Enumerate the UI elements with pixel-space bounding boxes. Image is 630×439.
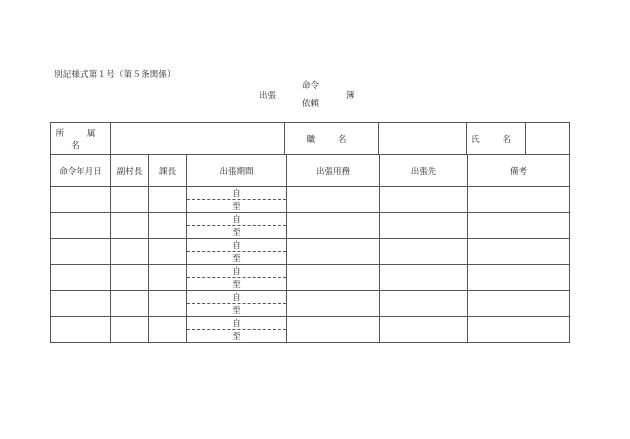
kachou-seal-cell[interactable] — [149, 213, 187, 239]
fuku-sonchou-seal-cell[interactable] — [111, 213, 149, 239]
shimei-label: 氏 名 — [467, 123, 526, 154]
period-from-cell[interactable]: 自 — [187, 265, 287, 278]
remarks-cell[interactable] — [468, 265, 570, 291]
destination-cell[interactable] — [380, 213, 468, 239]
remarks-cell[interactable] — [468, 213, 570, 239]
destination-cell[interactable] — [380, 187, 468, 213]
shozoku-field[interactable] — [111, 123, 285, 155]
table-row — [51, 213, 570, 226]
table-row — [51, 317, 570, 330]
shokumei-field[interactable] — [379, 123, 467, 155]
meirei-date-cell[interactable] — [51, 291, 111, 317]
business-cell[interactable] — [287, 239, 380, 265]
title-bo: 簿 — [346, 91, 355, 101]
period-from-cell[interactable]: 自 — [187, 187, 287, 200]
fuku-sonchou-seal-cell[interactable] — [111, 317, 149, 343]
table-row — [51, 187, 570, 200]
destination-cell[interactable] — [380, 265, 468, 291]
period-to-cell[interactable]: 至 — [187, 252, 287, 265]
title-meirei: 命令 — [302, 81, 320, 91]
business-cell[interactable] — [287, 317, 380, 343]
kachou-seal-cell[interactable] — [149, 317, 187, 343]
remarks-cell[interactable] — [468, 317, 570, 343]
period-from-cell[interactable]: 自 — [187, 317, 287, 330]
header-destination: 出張先 — [380, 155, 468, 187]
business-cell[interactable] — [287, 213, 380, 239]
header-kachou: 課長 — [149, 155, 187, 187]
destination-cell[interactable] — [380, 239, 468, 265]
meirei-date-cell[interactable] — [51, 187, 111, 213]
title-irai: 依頼 — [302, 99, 320, 109]
period-from-cell[interactable]: 自 — [187, 239, 287, 252]
kachou-seal-cell[interactable] — [149, 187, 187, 213]
kachou-seal-cell[interactable] — [149, 265, 187, 291]
meirei-date-cell[interactable] — [51, 317, 111, 343]
remarks-cell[interactable] — [468, 239, 570, 265]
business-cell[interactable] — [287, 265, 380, 291]
title-shutchou: 出張 — [259, 91, 277, 101]
trip-entries-table — [50, 154, 570, 343]
table-row — [51, 239, 570, 252]
kachou-seal-cell[interactable] — [149, 291, 187, 317]
period-from-cell[interactable]: 自 — [187, 213, 287, 226]
kachou-seal-cell[interactable] — [149, 239, 187, 265]
period-to-cell[interactable]: 至 — [187, 330, 287, 343]
header-meirei-date: 命令年月日 — [51, 155, 111, 187]
meirei-date-cell[interactable] — [51, 239, 111, 265]
shimei-field[interactable] — [526, 123, 569, 154]
remarks-cell[interactable] — [468, 291, 570, 317]
business-cell[interactable] — [287, 291, 380, 317]
period-from-cell[interactable]: 自 — [187, 291, 287, 304]
business-cell[interactable] — [287, 187, 380, 213]
fuku-sonchou-seal-cell[interactable] — [111, 291, 149, 317]
period-to-cell[interactable]: 至 — [187, 200, 287, 213]
shozoku-label: 所 属 名 — [51, 123, 111, 155]
table-row — [51, 265, 570, 278]
column-header-row — [51, 155, 570, 187]
fuku-sonchou-seal-cell[interactable] — [111, 239, 149, 265]
header-fuku-sonchou: 副村長 — [111, 155, 149, 187]
meirei-date-cell[interactable] — [51, 213, 111, 239]
header-remarks: 備考 — [468, 155, 570, 187]
document-title — [0, 0, 630, 120]
fuku-sonchou-seal-cell[interactable] — [111, 187, 149, 213]
shimei-cell — [467, 123, 570, 155]
header-business: 出張用務 — [287, 155, 380, 187]
destination-cell[interactable] — [380, 291, 468, 317]
period-to-cell[interactable]: 至 — [187, 304, 287, 317]
shokumei-label: 職 名 — [285, 123, 379, 155]
remarks-cell[interactable] — [468, 187, 570, 213]
destination-cell[interactable] — [380, 317, 468, 343]
table-row — [51, 291, 570, 304]
meirei-date-cell[interactable] — [51, 265, 111, 291]
form-reference: 別記様式第１号（第５条関係） — [54, 70, 176, 80]
business-trip-register-table — [50, 122, 570, 155]
period-to-cell[interactable]: 至 — [187, 278, 287, 291]
period-to-cell[interactable]: 至 — [187, 226, 287, 239]
fuku-sonchou-seal-cell[interactable] — [111, 265, 149, 291]
header-period: 出張期間 — [187, 155, 287, 187]
header-info-row — [51, 123, 570, 155]
